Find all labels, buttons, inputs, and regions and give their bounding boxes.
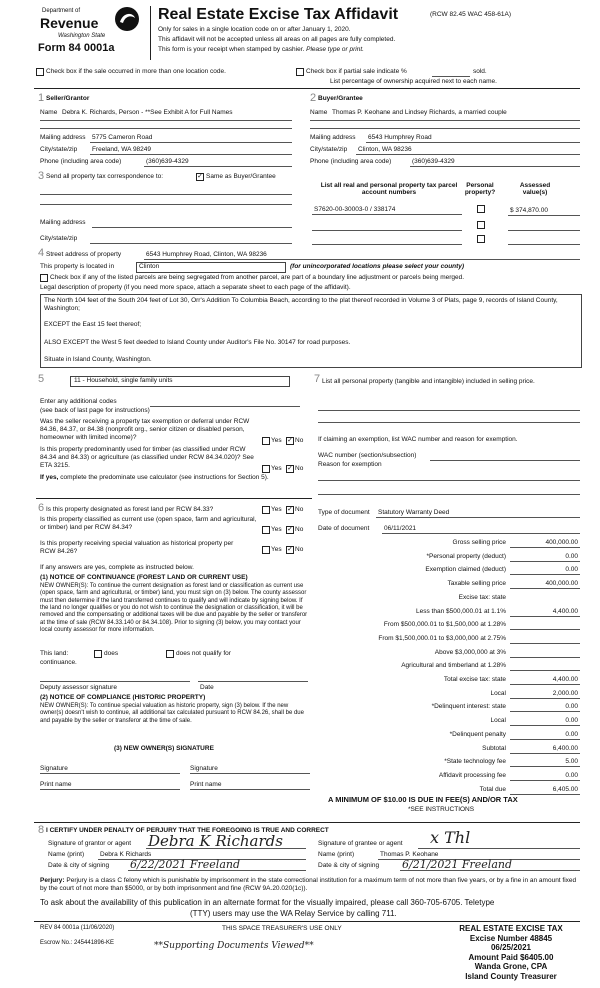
multi-location-checkbox[interactable] [36,68,44,76]
tax-row-value[interactable]: 0.00 [565,771,578,779]
parcel-column-header: List all real and personal property tax parcel account numbers [320,182,458,197]
seller-heading: Seller/Grantor [46,95,90,102]
tax-row-label: Exemption claimed (deduct) [425,566,506,574]
revenue-logo [38,6,140,56]
historic-question: Is this property receiving special valuation as historical property per RCW 84.26? [40,540,234,555]
use-code-select[interactable]: 11 - Household, single family units [70,376,290,387]
partial-sale-percent-input[interactable] [432,76,470,77]
owner-print-label-2: Print name [190,781,222,788]
stamp-line: Island County Treasurer [465,971,557,981]
owner-signature-1[interactable] [40,773,180,774]
grantor-signature-label: Signature of grantor or agent [48,840,132,847]
q1-yes-checkbox[interactable] [262,437,270,445]
if-yes-note: If any answers are yes, complete as instructed below. [40,564,194,571]
buyer-name-label: Name [310,109,328,116]
deputy-date-label: Date [200,684,214,691]
forest-yes-label: Yes [271,506,282,513]
supporting-docs-note: **Supporting Documents Viewed** [154,941,314,951]
historic-yes-checkbox[interactable] [262,546,270,554]
notice-continuance-body: NEW OWNER(S): To continue the current designation as forest land or classification as current use (open space, farm and agricultural, or timber) land, you must sign on (3) below. The county assessor must then determine if the land transferred continues to qualify and will indicate by signing below. If the land no longer qualifies or you do not wish to continue the designation or classification, it will be removed and the compensating or additional taxes will be due and payable by the seller or transferor at the time of sale (RCW 84.33.140 or 84.34.108). Prior to signing (3) below, you may contact your local county assessor for more information. [40,583,308,633]
tax-row-value[interactable]: 400,000.00 [545,539,578,546]
located-in-label: This property is located in [40,263,115,270]
street-address[interactable]: 6543 Humphrey Road, Clinton, WA 98236 [146,251,267,258]
personal-property-header: Personal property? [464,182,496,197]
tax-row-label: Taxable selling price [447,580,506,588]
tax-row-label: Excise tax: state [458,593,506,601]
notice-compliance-body: NEW OWNER(S): To continue special valuation as historic property, sign (3) below. If the new owner(s) doesn't wish to continue, all additional tax calculated pursuant to RCW 84.26, shall be due and payable by the seller or transferor at the time of sale. [40,703,304,724]
header-line-2: This affidavit will not be accepted unless all areas on all pages are fully completed. [158,36,396,43]
personal-property-label: List all personal property (tangible and intangible) included in selling price. [322,378,535,385]
tax-row-label: Agricultural and timberland at 1.28% [401,662,506,670]
stamp-line: REAL ESTATE EXCISE TAX [459,924,563,933]
does-checkbox[interactable] [94,650,102,658]
grantee-name[interactable]: Thomas P. Keohane [380,851,439,858]
tax-row-label: *Delinquent penalty [449,730,506,738]
continuance-label: continuance. [40,659,77,666]
grantee-signature[interactable]: x Thl [430,828,471,847]
treasurer-use-label: THIS SPACE TREASURER'S USE ONLY [222,925,342,932]
forest-yes-checkbox[interactable] [262,506,270,514]
deputy-signature-label: Deputy assessor signature [40,684,117,691]
stamp-line: Excise Number 48845 [469,933,553,943]
grantee-date[interactable]: 6/21/2021 Freeland [402,858,513,871]
q2-yes-checkbox[interactable] [262,465,270,473]
tax-row-label: *Personal property (deduct) [426,552,506,560]
personal-property-checkbox-2[interactable] [477,221,485,229]
timber-question: Is this property predominantly used for timber (as classified under RCW 84.34 and 84.33) or agriculture (as classified under RCW 84.34.020)? See ETA 3215. [40,446,254,469]
notice-compliance-heading: (2) NOTICE OF COMPLIANCE (HISTORIC PROPERTY) [40,694,206,701]
tax-row-value[interactable]: 0.00 [565,730,578,738]
historic-yes-label: Yes [271,546,282,553]
logo-state: Washington State [58,33,106,39]
grantee-signature-label: Signature of grantee or agent [318,840,403,847]
buyer-phone-label: Phone (including area code) [310,158,392,165]
tax-row-value[interactable]: 0.00 [565,703,578,711]
stamp-line: Amount Paid $6405.00 [468,952,554,962]
seller-city[interactable]: Freeland, WA 98249 [92,146,152,153]
seller-city-label: City/state/zip [40,146,78,153]
buyer-mail-label: Mailing address [310,134,356,141]
partial-sale-sold: sold. [473,68,487,75]
section-2-number: 2 [310,92,317,104]
assessed-value[interactable]: $ 374,870.00 [510,207,548,214]
section-3-number: 3 [38,170,45,182]
current-use-no-checkbox[interactable]: ✓ [287,526,293,533]
grantor-name[interactable]: Debra K Richards [100,851,152,858]
stamp-line: Wanda Grone, CPA [474,962,548,972]
section-1-number: 1 [38,92,45,104]
historic-no-label: No [295,546,304,553]
q2-yes-label: Yes [271,465,282,472]
form-number: Form 84 0001a [38,42,115,54]
grantor-date[interactable]: 6/22/2021 Freeland [130,858,241,871]
doc-date-label: Date of document [318,525,370,532]
additional-codes-input[interactable] [150,406,300,407]
street-address-label: Street address of property [46,251,122,258]
tax-row-label: Above $3,000,000 at 3% [434,648,506,656]
grantee-date-label: Date & city of signing [318,862,380,869]
form-citation: (RCW 82.45 WAC 458-61A) [430,11,512,18]
logo-department: Department of [42,8,81,14]
tax-row-label: Subtotal [482,744,506,752]
seller-phone[interactable]: (360)639-4329 [146,158,189,165]
located-note: (for unincorporated locations please select your county) [290,263,465,270]
reason-label: Reason for exemption [318,461,382,468]
forest-no-label: No [295,506,304,513]
tax-row-label: From $500,000.01 to $1,500,000 at 1.28% [383,621,506,629]
tax-row-value[interactable]: 4,400.00 [552,607,578,615]
grantor-name-label: Name (print) [48,851,85,858]
tax-row-value[interactable]: 0.00 [565,717,578,725]
see-instructions: *SEE INSTRUCTIONS [408,806,475,813]
tax-row-value[interactable]: 0.00 [565,552,578,560]
buyer-city-label: City/state/zip [310,146,348,153]
section-6-number: 6 [38,502,45,514]
sec3-city-label: City/state/zip [40,235,78,242]
additional-codes-note: (see back of last page for instructions) [40,407,150,414]
tax-row-label: *State technology fee [444,758,506,766]
seller-mail-label: Mailing address [40,134,86,141]
located-in-select[interactable]: Clinton [136,262,286,273]
grantee-name-label: Name (print) [318,851,355,858]
revision-label: REV 84 0001a (11/06/2020) [40,925,115,931]
alt-format-line-2: (TTY) users may use the WA Relay Service by calling 711. [190,909,397,918]
partial-sale-note: List percentage of ownership acquired next to each name. [330,78,497,85]
q1-no-checkbox[interactable]: ✓ [287,437,293,444]
tax-row-label: Total excise tax: state [443,676,506,683]
header-line-1: Only for sales in a single location code on or after January 1, 2020. [158,26,351,33]
tax-row-label: Affidavit processing fee [438,771,506,779]
tax-row-value[interactable]: 5.00 [565,758,578,766]
q1-yes-label: Yes [271,437,282,444]
doc-type[interactable]: Statutory Warranty Deed [378,509,450,516]
tax-row-value[interactable]: 2,000.00 [552,689,578,697]
assessed-value-header: Assessed value(s) [519,182,551,197]
owner-signature-label-1: Signature [40,765,68,772]
tax-row-value[interactable]: 6,400.00 [552,744,578,752]
q1-no-label: No [295,437,304,444]
owner-signature-label-2: Signature [190,765,218,772]
current-use-question: Is this property classified as current use (open space, farm and agricultural, or timber) land per RCW 84.34? [40,516,257,531]
perjury-notice: Perjury: Perjury is a class C felony which is punishable by imprisonment in the state correctional institution for a maximum term of not more than five years, or by a fine in an amount fixed by the court of not more than $5000, or by both imprisonment and fine (RCW 9A.20.020(1c)). [40,877,577,893]
seller-phone-label: Phone (including area code) [40,158,122,165]
logo-swirl-icon [114,6,140,32]
partial-sale-label: Check box if partial sale indicate % [306,68,407,75]
grantor-signature[interactable]: Debra K Richards [148,832,283,850]
legal-description-label: Legal description of property (if you need more space, attach a separate sheet to each page of the affidavit). [40,284,351,291]
buyer-heading: Buyer/Grantee [318,95,363,102]
this-land-label: This land: [40,650,69,657]
forest-land-question: Is this property designated as forest land per RCW 84.33? [46,506,214,513]
tax-row-label: Less than $500,000.01 at 1.1% [416,607,506,615]
owner-signature-2[interactable] [190,773,310,774]
tax-row-label: Gross selling price [452,539,506,546]
certify-heading: I CERTIFY UNDER PENALTY OF PERJURY THAT THE FOREGOING IS TRUE AND CORRECT [46,827,329,834]
doc-type-label: Type of document [318,509,370,516]
does-label: does [104,650,119,657]
additional-codes-label: Enter any additional codes [40,398,117,405]
historic-no-checkbox[interactable]: ✓ [287,546,293,553]
seller-name-label: Name [40,109,58,116]
segregated-label: Check box if any of the listed parcels are being segregated from another parcel, are part of a boundary line adjustment or parcels being merged. [50,274,465,281]
same-as-buyer-checkbox[interactable]: ✓ [197,173,203,180]
buyer-phone[interactable]: (360)639-4329 [412,158,455,165]
escrow-number: Escrow No.: 245441896-KE [40,940,115,946]
legal-p4: Situate in Island County, Washington. [44,356,152,363]
logo-revenue: Revenue [40,15,99,31]
section-7-number: 7 [314,373,321,385]
legal-description-box[interactable] [40,294,582,368]
minimum-due-note: A MINIMUM OF $10.00 IS DUE IN FEE(S) AND/OR TAX [328,795,518,804]
form-title: Real Estate Excise Tax Affidavit [158,6,399,23]
seller-name[interactable]: Debra K. Richards, Person - **See Exhibit A for Full Names [62,109,233,116]
section-5-number: 5 [38,373,45,385]
segregated-checkbox[interactable] [40,274,48,282]
section-8-number: 8 [38,824,45,836]
q2-no-checkbox[interactable]: ✓ [287,465,293,472]
tax-row-label: Local [490,689,506,697]
legal-p2: EXCEPT the East 15 feet thereof; [44,321,142,328]
personal-property-checkbox-1[interactable] [477,205,485,213]
grantor-date-label: Date & city of signing [48,862,110,869]
wac-label: WAC number (section/subsection) [318,452,417,459]
section-4-number: 4 [38,247,45,259]
exemption-question: Was the seller receiving a property tax exemption or deferral under RCW 84.36, 84.37, or 84.38 (nonprofit org., senior citizen or disabled person, homeowner with limited income)? [40,418,250,441]
parcel-number[interactable]: S7620-00-30003-0 / 338174 [314,206,396,213]
owner-print-label-1: Print name [40,781,72,788]
wac-input[interactable] [430,460,580,461]
multi-location-label: Check box if the sale occurred in more than one location code. [46,68,226,75]
legal-p3: ALSO EXCEPT the West 5 feet deeded to Island County under Auditor's File No. 30147 for road purposes. [44,339,351,346]
notice-continuance-heading: (1) NOTICE OF CONTINUANCE (FOREST LAND OR CURRENT USE) [40,574,248,581]
buyer-city[interactable]: Clinton, WA 98236 [358,146,412,153]
send-correspondence-label: Send all property tax correspondence to: [46,173,164,180]
same-as-buyer-label: Same as Buyer/Grantee [206,173,276,180]
legal-p1: The North 104 feet of the South 204 feet of Lot 30, Orr's Addition To Columbia Beach, according to the plat thereof recorded in Volume 3 of Plats, page 9, records of Island County, Washington; [44,297,558,313]
current-use-yes-label: Yes [271,526,282,533]
current-use-no-label: No [295,526,304,533]
buyer-mail[interactable]: 6543 Humphrey Road [368,134,432,141]
treasurer-stamp [436,924,586,982]
header-line-3: This form is your receipt when stamped by cashier. Please type or print. [158,46,364,53]
tax-row-value[interactable]: 4,400.00 [552,676,578,683]
does-not-checkbox[interactable] [166,650,174,658]
exemption-label: If claiming an exemption, list WAC number and reason for exemption. [318,436,518,443]
personal-property-checkbox-3[interactable] [477,235,485,243]
does-not-label: does not qualify for [176,650,231,657]
forest-no-checkbox[interactable]: ✓ [287,506,293,513]
tax-row-label: From $1,500,000.01 to $3,000,000 at 2.75% [378,634,506,642]
stamp-line: 06/25/2021 [490,943,532,953]
predominate-use-note: If yes, complete the predominate use calculator (see instructions for Section 5). [40,474,269,481]
partial-sale-checkbox[interactable] [296,68,304,76]
doc-date[interactable]: 06/11/2021 [384,525,417,532]
current-use-yes-checkbox[interactable] [262,526,270,534]
tax-row-value[interactable]: 0.00 [565,566,578,574]
alt-format-line-1: To ask about the availability of this publication in an alternate format for the visually impaired, please call 360-705-6705. Teletype [40,898,495,907]
tax-row-label: Total due [479,785,506,793]
tax-row-label: *Delinquent interest: state [431,703,506,711]
new-owner-signature-heading: (3) NEW OWNER(S) SIGNATURE [114,745,214,752]
sec3-mail-label: Mailing address [40,219,86,226]
tax-row-value[interactable]: 400,000.00 [545,580,578,588]
tax-row-label: Local [490,717,506,725]
seller-mail[interactable]: 5775 Cameron Road [92,134,153,141]
q2-no-label: No [295,465,304,472]
tax-row-value[interactable]: 6,405.00 [552,785,578,793]
buyer-name[interactable]: Thomas P. Keohane and Lindsey Richards, a married couple [332,109,507,116]
